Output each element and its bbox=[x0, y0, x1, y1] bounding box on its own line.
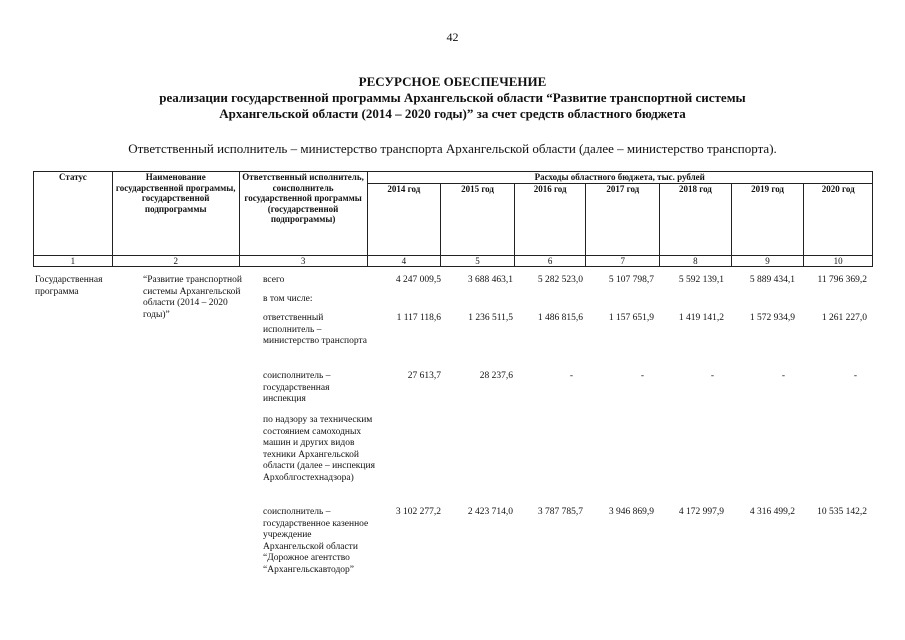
value-cell: 3 688 463,1 bbox=[467, 275, 513, 285]
header-executor: Ответственный исполнитель, соисполнитель государственной программы (государственной подпрограммы) bbox=[239, 172, 367, 256]
column-number: 10 bbox=[804, 255, 873, 266]
value-cell: 27 613,7 bbox=[407, 371, 441, 381]
column-number: 1 bbox=[34, 255, 113, 266]
column-number: 6 bbox=[514, 255, 586, 266]
title-line-2: реализации государственной программы Архангельской области “Развитие транспортной системы bbox=[159, 90, 746, 105]
program-name: “Развитие транспортной системы Архангельской области (2014 – 2020 годы)” bbox=[143, 275, 242, 320]
header-year: 2015 год bbox=[441, 183, 515, 255]
value-cell: - bbox=[781, 371, 785, 381]
header-year: 2019 год bbox=[731, 183, 804, 255]
column-number: 8 bbox=[660, 255, 732, 266]
value-cell: 3 787 785,7 bbox=[537, 507, 583, 517]
title-line-1: РЕСУРСНОЕ ОБЕСПЕЧЕНИЕ bbox=[358, 74, 547, 89]
value-cell: - bbox=[853, 371, 857, 381]
value-cell: - bbox=[640, 371, 644, 381]
row-label: ответственный исполнитель – министерство транспорта bbox=[263, 313, 367, 346]
row-label: по надзору за техническим состоянием самоходных машин и других видов техники Архангельской области (далее – инспекция Архоблгостехнадзора) bbox=[263, 415, 375, 483]
header-year: 2016 год bbox=[514, 183, 586, 255]
title-line-3: Архангельской области (2014 – 2020 годы)” за счет средств областного бюджета bbox=[219, 106, 686, 121]
value-cell: - bbox=[569, 371, 573, 381]
document-title bbox=[0, 74, 905, 122]
value-cell: 5 282 523,0 bbox=[537, 275, 583, 285]
column-number: 7 bbox=[586, 255, 660, 266]
value-cell: 1 486 815,6 bbox=[537, 313, 583, 323]
page-number: 42 bbox=[446, 30, 459, 44]
program-status: Государственная программа bbox=[35, 275, 103, 297]
value-cell: 4 316 499,2 bbox=[749, 507, 795, 517]
value-cell: 10 535 142,2 bbox=[817, 507, 867, 517]
value-cell: 11 796 369,2 bbox=[817, 275, 867, 285]
header-name: Наименование государственной программы, государственной подпрограммы bbox=[112, 172, 239, 256]
column-number: 5 bbox=[441, 255, 515, 266]
column-number: 3 bbox=[239, 255, 367, 266]
value-cell: 3 946 869,9 bbox=[608, 507, 654, 517]
value-cell: 4 247 009,5 bbox=[395, 275, 441, 285]
value-cell: 2 423 714,0 bbox=[467, 507, 513, 517]
table-header bbox=[33, 171, 873, 267]
value-cell: 1 419 141,2 bbox=[678, 313, 724, 323]
header-status: Статус bbox=[34, 172, 113, 256]
row-label: соисполнитель – государственная инспекция bbox=[263, 371, 331, 404]
value-cell: 28 237,6 bbox=[479, 371, 513, 381]
column-number: 2 bbox=[112, 255, 239, 266]
row-label: всего bbox=[263, 275, 285, 285]
value-cell: 1 572 934,9 bbox=[749, 313, 795, 323]
responsible-executor-line: Ответственный исполнитель – министерство транспорта Архангельской области (далее – министерство транспорта). bbox=[128, 141, 777, 156]
value-cell: 5 592 139,1 bbox=[678, 275, 724, 285]
row-label: в том числе: bbox=[263, 294, 313, 304]
value-cell: 1 236 511,5 bbox=[468, 313, 513, 323]
value-cell: 5 889 434,1 bbox=[749, 275, 795, 285]
value-cell: 3 102 277,2 bbox=[395, 507, 441, 517]
column-number: 9 bbox=[731, 255, 804, 266]
header-year: 2014 год bbox=[367, 183, 441, 255]
header-expenses: Расходы областного бюджета, тыс. рублей bbox=[367, 172, 872, 184]
value-cell: 1 117 118,6 bbox=[396, 313, 441, 323]
header-year: 2017 год bbox=[586, 183, 660, 255]
value-cell: 1 261 227,0 bbox=[821, 313, 867, 323]
value-cell: 4 172 997,9 bbox=[678, 507, 724, 517]
value-cell: 5 107 798,7 bbox=[608, 275, 654, 285]
row-label: соисполнитель – государственное казенное учреждение Архангельской области “Дорожное агентство “Архангельскавтодор” bbox=[263, 507, 369, 575]
header-year: 2018 год bbox=[660, 183, 732, 255]
value-cell: 1 157 651,9 bbox=[608, 313, 654, 323]
header-year: 2020 год bbox=[804, 183, 873, 255]
column-number: 4 bbox=[367, 255, 441, 266]
value-cell: - bbox=[710, 371, 714, 381]
